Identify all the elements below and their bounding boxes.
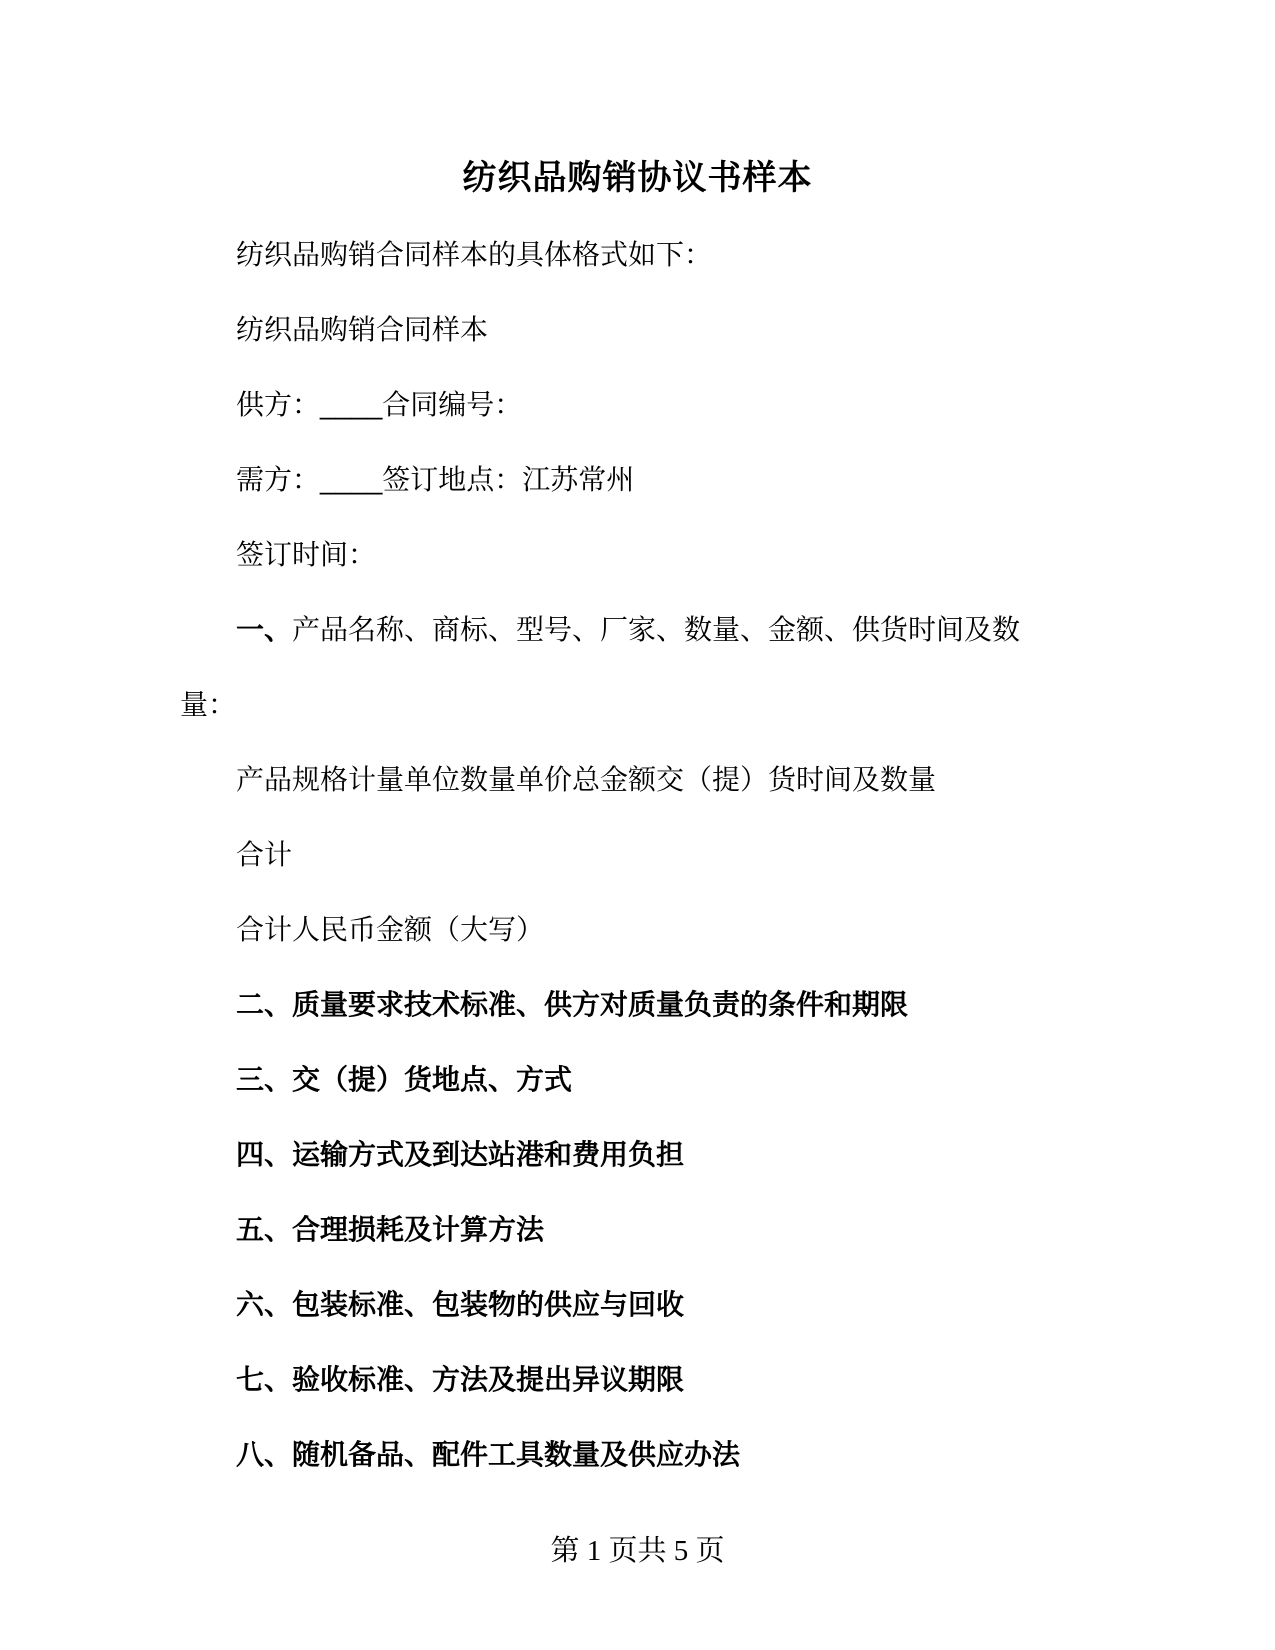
spec-header-line: 产品规格计量单位数量单价总金额交（提）货时间及数量: [236, 764, 937, 795]
clause-1-text-line2: 量：: [180, 689, 237, 720]
clause-1-text-line1: 产品名称、商标、型号、厂家、数量、金额、供货时间及数: [292, 614, 1021, 645]
clause-1: [180, 592, 1040, 742]
field-sign-time-line: 签订时间：: [236, 539, 377, 570]
clause-3: 三、交（提）货地点、方式: [236, 1064, 573, 1095]
clause-2: 二、质量要求技术标准、供方对质量负责的条件和期限: [236, 989, 909, 1020]
clause-1-number: 一、: [236, 614, 293, 645]
clause-5: 五、合理损耗及计算方法: [236, 1214, 545, 1245]
field-supplier-line: 供方：____合同编号：: [236, 389, 523, 420]
total-amount-line: 合计人民币金额（大写）: [236, 914, 545, 945]
page-number: 第 1 页共 5 页: [550, 1535, 725, 1567]
total-line: 合计: [236, 839, 293, 870]
document-title: 纺织品购销协议书样本: [462, 159, 813, 197]
document-body: [180, 217, 1040, 1492]
clause-4: 四、运输方式及到达站港和费用负担: [236, 1139, 685, 1170]
paragraph-intro: 纺织品购销合同样本的具体格式如下：: [236, 239, 713, 270]
clause-7: 七、验收标准、方法及提出异议期限: [236, 1364, 685, 1395]
clause-8: 八、随机备品、配件工具数量及供应办法: [236, 1439, 741, 1470]
clause-6: 六、包装标准、包装物的供应与回收: [236, 1289, 685, 1320]
field-buyer-line: 需方：____签订地点：江苏常州: [236, 464, 635, 495]
paragraph-subtitle: 纺织品购销合同样本: [236, 314, 489, 345]
